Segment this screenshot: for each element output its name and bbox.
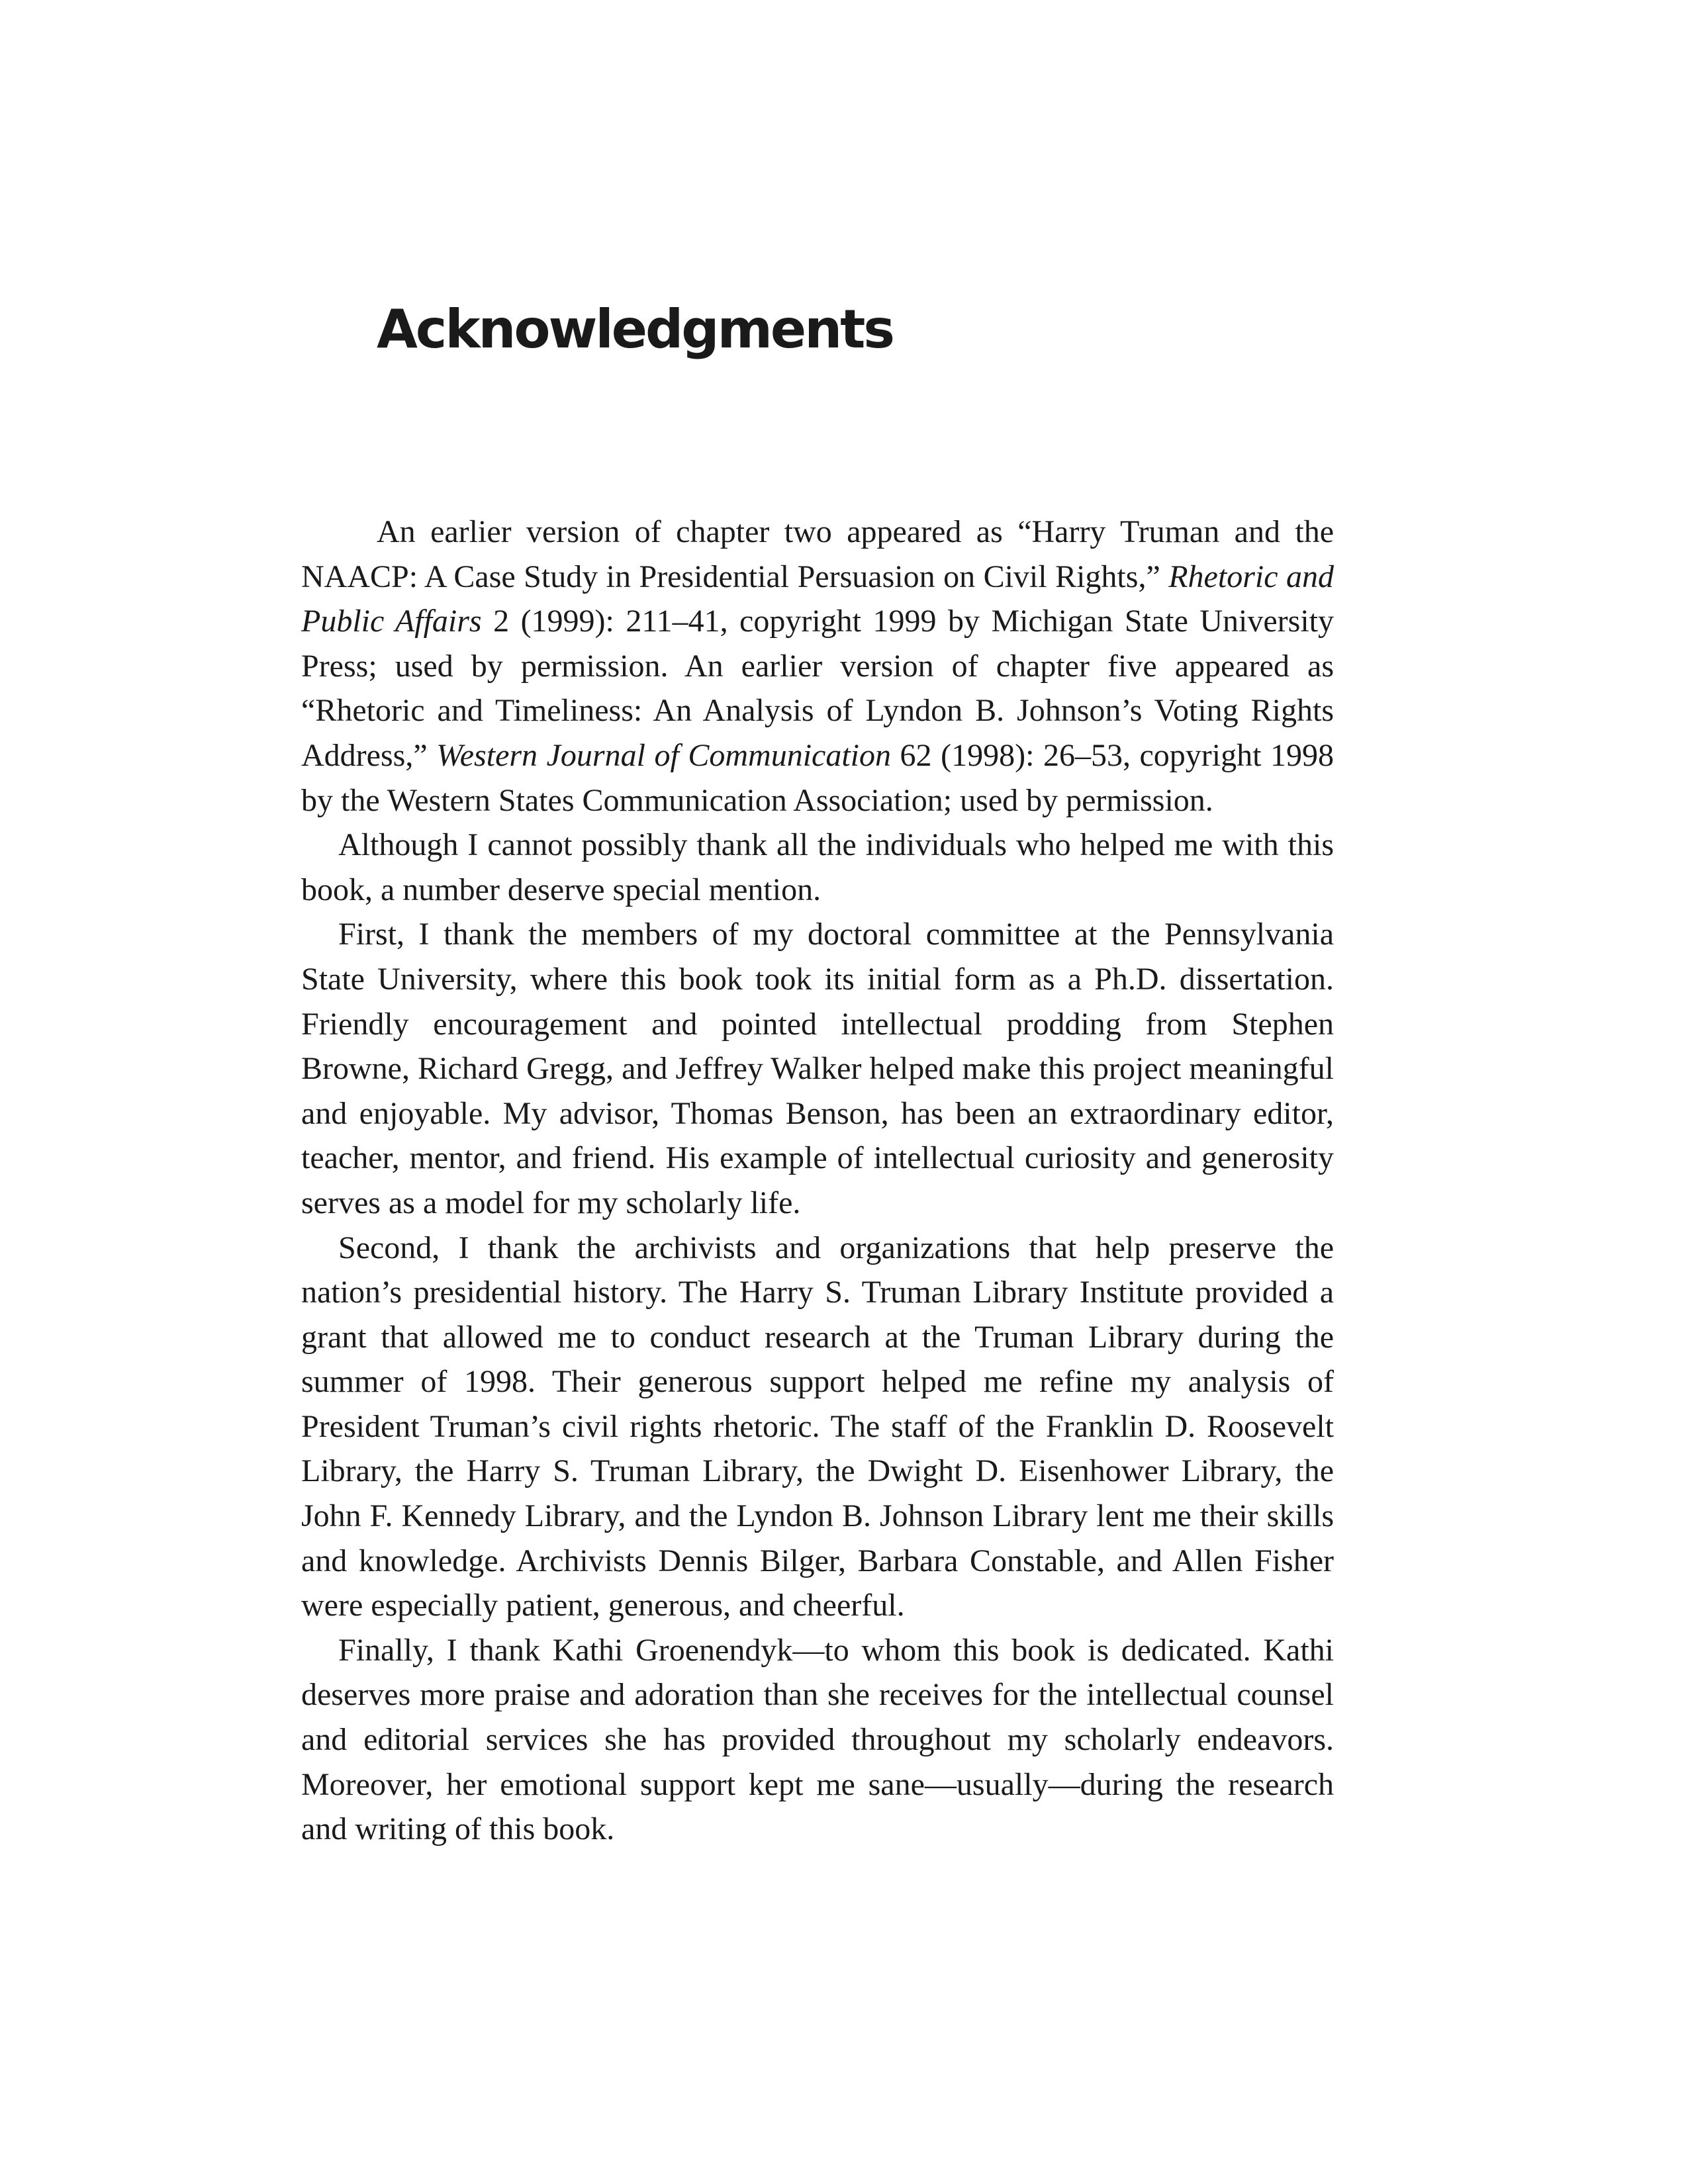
acknowledgments-body: [301, 510, 1334, 1852]
page-title: Acknowledgments: [377, 298, 893, 360]
permissions-text-1: An earlier version of chapter two appeared as “Harry Truman and the NAACP: A Case Study in Presidential Persuasion on Civil Rights,”: [301, 514, 1334, 594]
paragraph-permissions: [301, 510, 1334, 823]
permissions-text-3: 62 (1998): 26–53, copyright 1998 by the Western States Communication Association; used by permission.: [301, 737, 1335, 818]
permissions-text-2: 2 (1999): 211–41, copyright 1999 by Michigan State University Press; used by permission. An earlier version of chapter five appeared as “Rhetoric and Timeliness: An Analysis of Lyndon B. Johnson’s Voting Rights Address,”: [301, 604, 1335, 773]
paragraph-thanks-intro: Although I cannot possibly thank all the individuals who helped me with this book, a number deserve special mention.: [301, 827, 1334, 907]
paragraph-thanks-archivists: Second, I thank the archivists and organizations that help preserve the nation’s presidential history. The Harry S. Truman Library Institute provided a grant that allowed me to conduct research at the Truman Library during the summer of 1998. Their generous support helped me refine my analysis of President Truman’s civil rights rhetoric. The staff of the Franklin D. Roosevelt Library, the Harry S. Truman Library, the Dwight D. Eisenhower Library, the John F. Kennedy Library, and the Lyndon B. Johnson Library lent me their skills and knowledge. Archivists Dennis Bilger, Barbara Constable, and Allen Fisher were especially patient, generous, and cheerful.: [301, 1230, 1334, 1623]
journal-title-rhetoric: Rhetoric and Public Affairs: [301, 559, 1335, 639]
paragraph-thanks-committee: First, I thank the members of my doctoral committee at the Pennsylvania State University, where this book took its initial form as a Ph.D. dissertation. Friendly encouragement and pointed intellectual prodding from Stephen Browne, Richard Gregg, and Jeffrey Walker helped make this project meaningful and enjoyable. My advisor, Thomas Benson, has been an extraordinary editor, teacher, mentor, and friend. His example of intellectual curiosity and generosity serves as a model for my scholarly life.: [301, 917, 1334, 1220]
paragraph-thanks-kathi: Finally, I thank Kathi Groenendyk—to whom this book is dedicated. Kathi deserves more praise and adoration than she receives for the intellectual counsel and editorial services she has provided throughout my scholarly endeavors. Moreover, her emotional support kept me sane—usually—during the research and writing of this book.: [301, 1632, 1334, 1847]
journal-title-western: Western Journal of Communication: [436, 737, 892, 773]
